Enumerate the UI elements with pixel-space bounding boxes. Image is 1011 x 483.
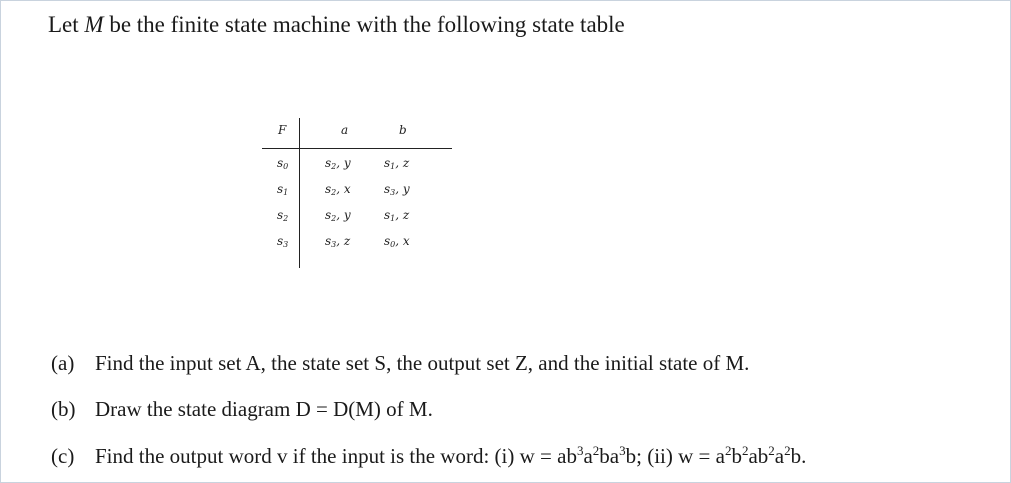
part-a-text: Find the input set A, the state set S, the output set Z, and the initial state of M. bbox=[95, 351, 750, 375]
table-cell-a: $s_2$, y bbox=[325, 156, 351, 171]
part-c-label: (c) bbox=[51, 444, 75, 468]
table-cell-b: $s_3$, y bbox=[384, 182, 410, 197]
machine-symbol: M bbox=[84, 12, 104, 37]
table-corner-label: F bbox=[278, 123, 287, 137]
table-cell-b: $s_0$, x bbox=[384, 234, 410, 249]
table-horizontal-rule bbox=[262, 148, 452, 149]
intro-text-before: Let bbox=[48, 12, 85, 37]
table-cell-a: $s_2$, x bbox=[325, 182, 351, 197]
table-column-header-a: a bbox=[341, 123, 349, 137]
table-row-state: $s_1$ bbox=[277, 182, 289, 197]
intro-text-after: be the finite state machine with the following state table bbox=[103, 12, 625, 37]
table-row-state: $s_2$ bbox=[277, 208, 289, 223]
table-cell-b: $s_1$, z bbox=[384, 208, 410, 223]
part-c bbox=[51, 440, 806, 467]
problem-intro bbox=[48, 10, 625, 40]
part-b-label: (b) bbox=[51, 397, 76, 421]
part-a-label: (a) bbox=[51, 351, 75, 375]
table-cell-a: $s_3$, z bbox=[325, 234, 351, 249]
part-c-text: Find the output word v if the input is the word: (i) $w = ab^3a^2ba^3b$; (ii) $w = a^2b^2ab^2a^2b$. bbox=[95, 443, 807, 468]
part-a bbox=[51, 352, 749, 374]
table-cell-b: $s_1$, z bbox=[384, 156, 410, 171]
part-b bbox=[51, 398, 433, 420]
table-vertical-rule bbox=[299, 118, 300, 268]
table-cell-a: $s_2$, y bbox=[325, 208, 351, 223]
table-row-state: $s_3$ bbox=[277, 234, 289, 249]
state-table bbox=[262, 118, 452, 268]
table-column-header-b: b bbox=[399, 123, 407, 137]
part-b-text: Draw the state diagram D = D(M) of M. bbox=[95, 397, 433, 421]
table-row-state: $s_0$ bbox=[277, 156, 289, 171]
